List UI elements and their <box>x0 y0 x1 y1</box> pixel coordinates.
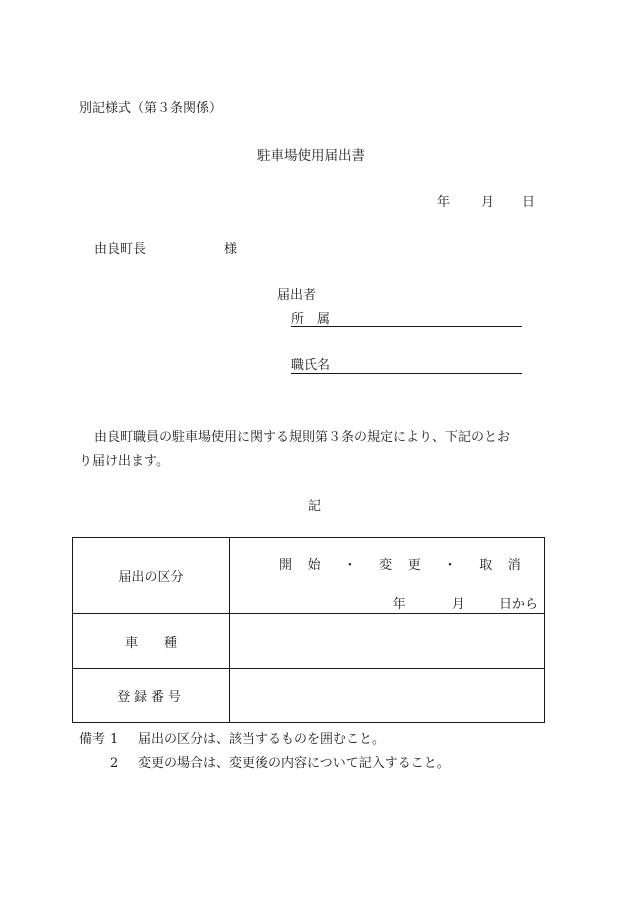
date-year-label: 年 <box>437 195 451 210</box>
registration-label-cell <box>73 669 230 723</box>
table-row-category <box>73 538 545 614</box>
note-1-text: 届出の区分は、該当するものを囲むこと。 <box>138 732 386 747</box>
effective-month-label: 月 <box>451 597 465 612</box>
vehicle-type-label-cell <box>73 614 230 669</box>
table-row-vehicle-type <box>73 614 545 669</box>
vehicle-type-value-cell[interactable] <box>230 614 545 669</box>
registration-label: 登録番号 <box>117 690 185 705</box>
effective-date <box>393 593 538 612</box>
option-change[interactable]: 変 更 <box>379 558 422 573</box>
ki-heading: 記 <box>308 499 322 514</box>
notification-table <box>72 537 545 723</box>
notes-prefix: 備考 <box>79 732 106 747</box>
category-label: 届出の区分 <box>118 570 184 585</box>
option-separator: ・ <box>343 558 358 573</box>
option-cancel[interactable]: 取 消 <box>479 558 523 573</box>
note-2-text: 変更の場合は、変更後の内容について記入すること。 <box>138 756 450 771</box>
body-text-line-1: 由良町職員の駐車場使用に関する規則第３条の規定により、下記のとお <box>94 430 511 445</box>
table-row-registration <box>73 669 545 723</box>
category-value-cell[interactable] <box>230 538 545 614</box>
form-reference: 別記様式（第３条関係） <box>79 101 223 116</box>
vehicle-type-label: 車 種 <box>124 635 177 651</box>
option-start[interactable]: 開 始 <box>279 558 322 573</box>
registration-value-cell[interactable] <box>230 669 545 723</box>
body-text-line-2: り届け出ます。 <box>79 454 169 469</box>
date-day-label: 日 <box>522 195 536 210</box>
effective-year-label: 年 <box>392 597 406 612</box>
affiliation-underline <box>291 326 522 327</box>
affiliation-label: 所 属 <box>291 312 331 327</box>
addressee-honorific: 様 <box>224 242 238 257</box>
date-month-label: 月 <box>481 195 495 210</box>
addressee-name: 由良町長 <box>94 242 147 257</box>
note-2-number: 2 <box>110 756 119 771</box>
category-options <box>279 554 522 573</box>
option-separator: ・ <box>443 558 458 573</box>
document-title: 駐車場使用届出書 <box>257 148 365 164</box>
position-name-underline <box>291 373 522 374</box>
position-name-label: 職氏名 <box>291 358 331 373</box>
applicant-label: 届出者 <box>277 288 317 303</box>
effective-day-from-label: 日から <box>498 597 538 612</box>
category-label-cell <box>73 538 230 614</box>
note-1-number: 1 <box>110 732 119 747</box>
